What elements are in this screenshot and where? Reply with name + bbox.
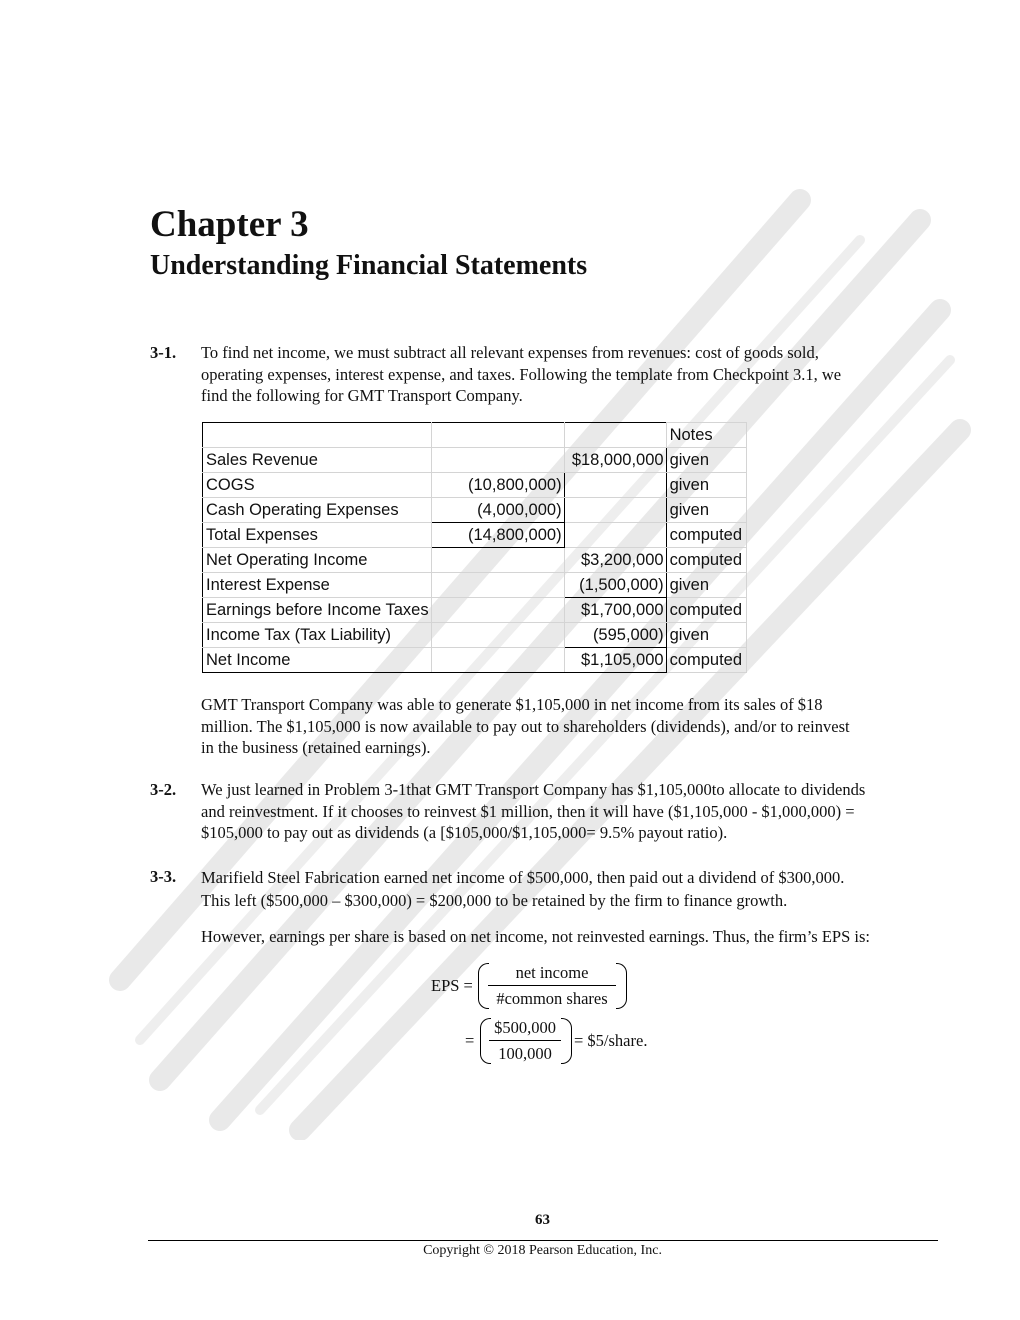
eps-fraction-1: [488, 963, 616, 1009]
table-row: Sales Revenue $18,000,000 given: [203, 448, 747, 473]
problem-3-2-text: [201, 779, 926, 844]
chapter-title: Understanding Financial Statements: [150, 250, 588, 281]
table-row: Interest Expense (1,500,000) given: [203, 573, 747, 598]
text-line: operating expenses, interest expense, and taxes. Following the template from Checkpoint 3.1, we: [201, 364, 842, 384]
problem-3-3-text: [201, 866, 926, 912]
right-paren: [616, 963, 627, 1009]
problem-number-3-1: 3-1.: [150, 343, 177, 362]
table-row: Cash Operating Expenses (4,000,000) given: [203, 498, 747, 523]
text-line: We just learned in Problem 3-1that GMT Transport Company has $1,105,000to allocate to dividends: [201, 780, 866, 799]
problem-3-1-text: [201, 342, 926, 407]
fraction-denominator: #common shares: [496, 989, 608, 1008]
text-line: million. The $1,105,000 is now available to pay out to shareholders (dividends), and/or to reinvest: [201, 716, 850, 736]
text-line: $105,000 to pay out as dividends (a [$105,000/$1,105,000= 9.5% payout ratio).: [201, 823, 728, 842]
fraction-numerator: net income: [488, 963, 616, 986]
table-row: Earnings before Income Taxes $1,700,000 computed: [203, 598, 747, 623]
equals-sign: =: [465, 1031, 475, 1050]
footer-divider: [148, 1240, 938, 1241]
problem-number-3-3: 3-3.: [150, 867, 177, 886]
copyright-notice: Copyright © 2018 Pearson Education, Inc.: [423, 1243, 662, 1258]
text-line: find the following for GMT Transport Company.: [201, 386, 523, 405]
text-line: This left ($500,000 – $300,000) = $200,000 to be retained by the firm to finance growth.: [201, 891, 788, 910]
eps-result: = $5/share.: [574, 1031, 648, 1050]
notes-header: Notes: [666, 423, 746, 448]
problem-3-1-conclusion: [201, 694, 926, 759]
text-line: in the business (retained earnings).: [201, 738, 431, 757]
text-line: To find net income, we must subtract all relevant expenses from revenues: cost of goods sold,: [201, 343, 819, 362]
table-row: Total Expenses (14,800,000) computed: [203, 523, 747, 548]
income-statement-table: [202, 422, 747, 673]
table-row: Net Operating Income $3,200,000 computed: [203, 548, 747, 573]
table-row: Net Income $1,105,000 computed: [203, 648, 747, 673]
text-line: and reinvestment. If it chooses to reinvest $1 million, then it will have ($1,105,000 - $1,000,000) =: [201, 801, 855, 821]
chapter-number: Chapter 3: [150, 204, 309, 245]
table-row: Income Tax (Tax Liability) (595,000) given: [203, 623, 747, 648]
table-row: [203, 423, 747, 448]
problem-3-3-eps-intro: However, earnings per share is based on net income, not reinvested earnings. Thus, the firm’s EPS is:: [201, 927, 870, 946]
page-number: 63: [535, 1212, 550, 1228]
right-paren: [561, 1018, 572, 1064]
eps-fraction-2: [489, 1018, 561, 1064]
eps-label: EPS =: [431, 976, 473, 995]
problem-number-3-2: 3-2.: [150, 780, 177, 799]
text-line: GMT Transport Company was able to generate $1,105,000 in net income from its sales of $18: [201, 695, 823, 714]
text-line: Marifield Steel Fabrication earned net income of $500,000, then paid out a dividend of $300,000.: [201, 868, 845, 887]
fraction-denominator: 100,000: [498, 1044, 552, 1063]
fraction-numerator: $500,000: [489, 1018, 561, 1041]
table-row: COGS (10,800,000) given: [203, 473, 747, 498]
